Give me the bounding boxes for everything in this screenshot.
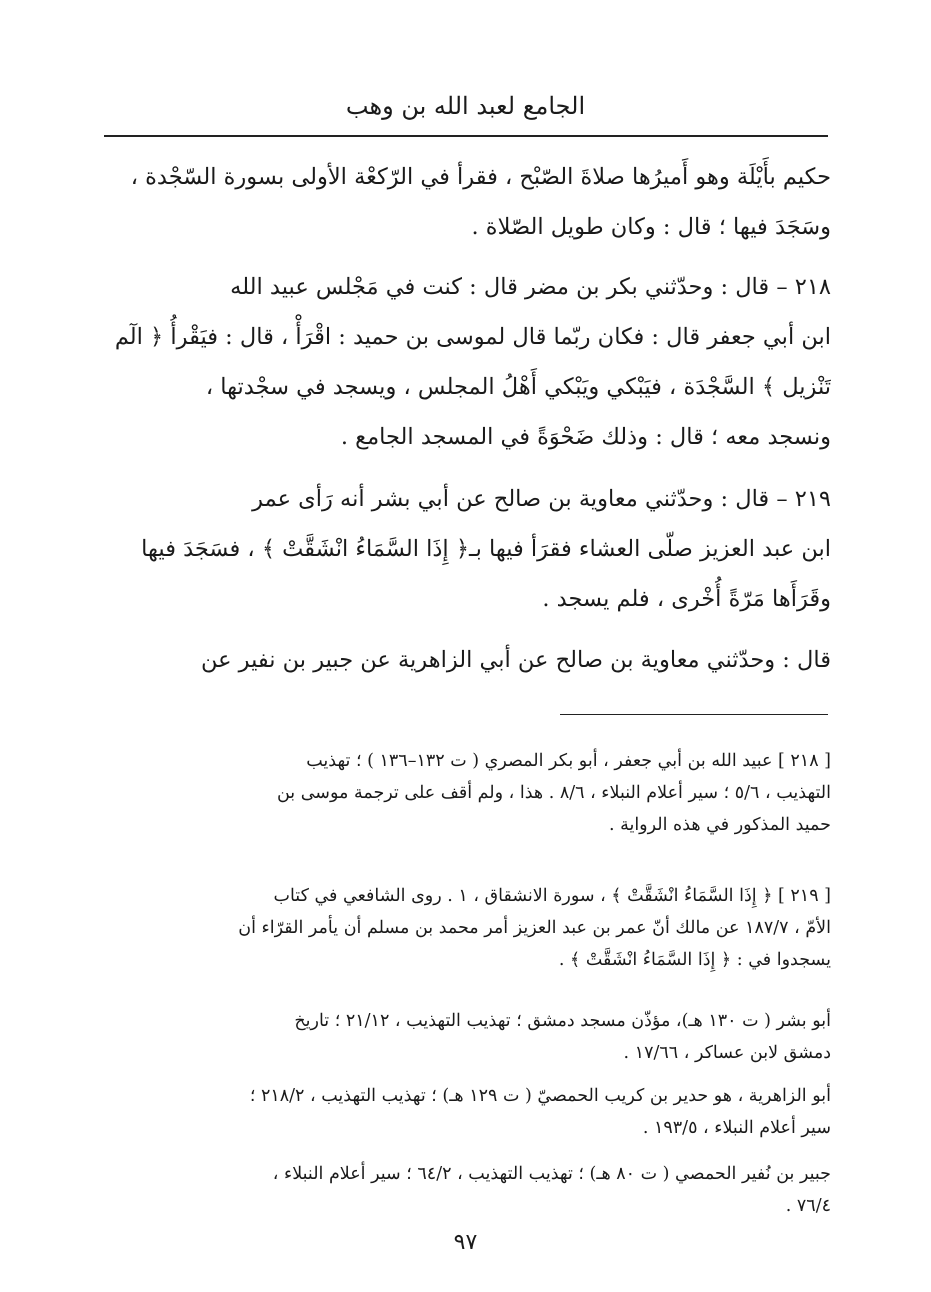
paragraph-219 bbox=[101, 474, 831, 624]
text-line: تَنْزيل ﴾ السَّجْدَة ، فيَبْكي ويَبْكي أَهْلُ المجلس ، ويسجد في سجْدتها ، bbox=[205, 374, 831, 400]
footnote-line: سير أعلام النبلاء ، ١٩٣/٥ . bbox=[642, 1118, 831, 1138]
text-line: ٢١٩ – قال : وحدّثني معاوية بن صالح عن أبي بشر أنه رَأى عمر bbox=[252, 486, 831, 512]
paragraph-last bbox=[101, 635, 831, 685]
paragraph-218 bbox=[101, 262, 831, 462]
footnote-line: التهذيب ، ٥/٦ ؛ سير أعلام النبلاء ، ٨/٦ . هذا ، ولم أقف على ترجمة موسى بن bbox=[276, 783, 831, 803]
text-line: ٢١٨ – قال : وحدّثني بكر بن مضر قال : كنت في مَجْلس عبيد الله bbox=[230, 274, 831, 300]
footnote-line: أبو بشر ( ت ١٣٠ هـ)، مؤذّن مسجد دمشق ؛ تهذيب التهذيب ، ٢١/١٢ ؛ تاريخ bbox=[294, 1011, 831, 1031]
footnote-218 bbox=[101, 745, 831, 841]
footnote-line: حميد المذكور في هذه الرواية . bbox=[608, 815, 831, 835]
footnote-jubayr bbox=[101, 1158, 831, 1222]
footnote-separator bbox=[560, 714, 828, 715]
footnote-line: الأمّ ، ١٨٧/٧ عن مالك أنّ عمر بن عبد العزيز أمر محمد بن مسلم أن يأمر القرّاء أن bbox=[238, 918, 831, 938]
text-line: قال : وحدّثني معاوية بن صالح عن أبي الزاهرية عن جبير بن نفير عن bbox=[200, 647, 831, 673]
footnote-line: أبو الزاهرية ، هو حدير بن كريب الحمصيّ ( ت ١٢٩ هـ) ؛ تهذيب التهذيب ، ٢١٨/٢ ؛ bbox=[249, 1086, 831, 1106]
paragraph-intro bbox=[101, 152, 831, 252]
page-number: ٩٧ bbox=[453, 1230, 478, 1255]
footnote-line: ٧٦/٤ . bbox=[785, 1196, 831, 1216]
footnote-line: يسجدوا في : ﴿ إِذَا السَّمَاءُ انْشَقَّتْ ﴾ . bbox=[558, 950, 831, 970]
header-rule bbox=[104, 135, 828, 137]
footnote-line: [ ٢١٩ ] ﴿ إِذَا السَّمَاءُ انْشَقَّتْ ﴾ ، سورة الانشقاق ، ١ . روى الشافعي في كتاب bbox=[273, 886, 831, 906]
text-line: حكيم بأَيْلَة وهو أَميرُها صلاةَ الصّبْح ، فقرأ في الرّكعْة الأولى بسورة السّجْدة ، bbox=[130, 164, 831, 190]
footnote-line: جبير بن نُفير الحمصي ( ت ٨٠ هـ) ؛ تهذيب التهذيب ، ٦٤/٢ ؛ سير أعلام النبلاء ، bbox=[272, 1164, 831, 1184]
footnote-219 bbox=[101, 880, 831, 976]
footnote-zahiriya bbox=[101, 1080, 831, 1144]
text-line: وسَجَدَ فيها ؛ قال : وكان طويل الصّلاة . bbox=[471, 214, 831, 240]
text-line: ابن أبي جعفر قال : فكان ربّما قال لموسى بن حميد : اقْرَأْ ، قال : فيَقْرأُ ﴿ الٓم bbox=[114, 324, 831, 350]
footnote-line: دمشق لابن عساكر ، ١٧/٦٦ . bbox=[623, 1043, 831, 1063]
text-line: ابن عبد العزيز صلّى العشاء فقرَأ فيها بـ﴿ إِذَا السَّمَاءُ انْشَقَّتْ ﴾ ، فسَجَدَ فيها bbox=[141, 536, 831, 562]
text-line: ونسجد معه ؛ قال : وذلك ضَحْوَةً في المسجد الجامع . bbox=[340, 424, 831, 450]
text-line: وقَرَأَها مَرّةً أُخْرى ، فلم يسجد . bbox=[542, 586, 831, 612]
footnote-abu-bishr bbox=[101, 1005, 831, 1069]
page-header-title: الجامع لعبد الله بن وهب bbox=[345, 92, 586, 120]
footnote-line: [ ٢١٨ ] عبيد الله بن أبي جعفر ، أبو بكر المصري ( ت ١٣٢–١٣٦ ) ؛ تهذيب bbox=[306, 751, 831, 771]
